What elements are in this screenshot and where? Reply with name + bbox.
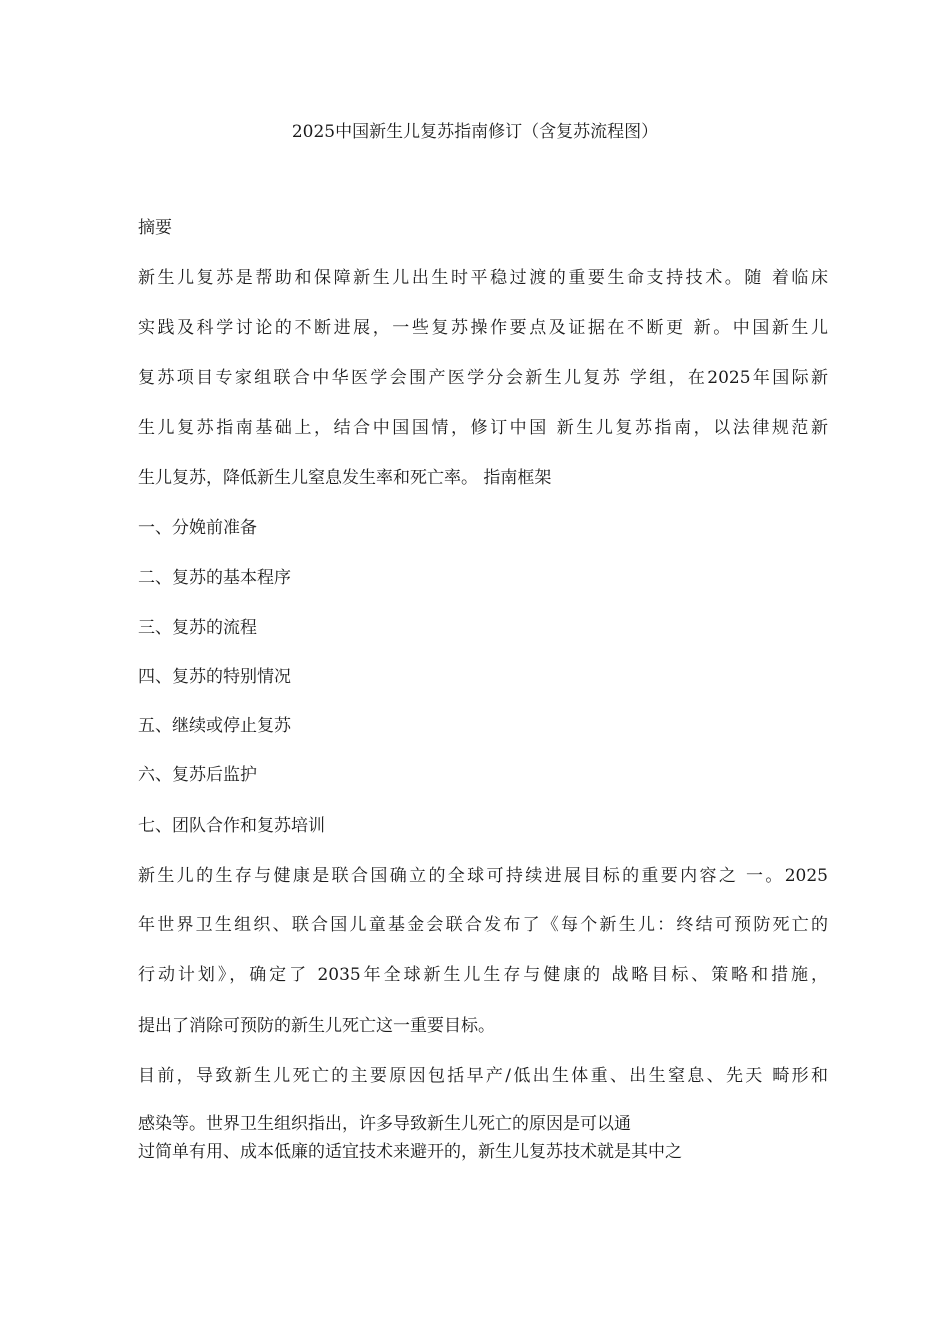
paragraph-line: 年世界卫生组织、联合国儿童基金会联合发布了《每个新生儿：终结可预防死亡的 <box>138 915 828 935</box>
paragraph-line: 过简单有用、成本低廉的适宜技术来避开的，新生儿复苏技术就是其中之 <box>138 1142 682 1162</box>
abstract-line: 新生儿复苏是帮助和保障新生儿出生时平稳过渡的重要生命支持技术。随 着临床 <box>138 268 828 288</box>
abstract-line: 生儿复苏指南基础上，结合中国国情，修订中国 新生儿复苏指南，以法律规范新 <box>138 418 828 438</box>
abstract-line: 实践及科学讨论的不断进展，一些复苏操作要点及证据在不断更 新。中国新生儿 <box>138 318 828 338</box>
paragraph-line: 感染等。世界卫生组织指出，许多导致新生儿死亡的原因是可以通 <box>138 1114 631 1134</box>
framework-item: 一、分娩前准备 <box>138 518 257 538</box>
document-title: 2025中国新生儿复苏指南修订（含复苏流程图） <box>291 122 659 142</box>
abstract-line: 复苏项目专家组联合中华医学会围产医学分会新生儿复苏 学组，在2025年国际新 <box>138 368 828 388</box>
framework-item: 七、团队合作和复苏培训 <box>138 816 325 836</box>
framework-item: 三、复苏的流程 <box>138 618 257 638</box>
framework-item: 二、复苏的基本程序 <box>138 568 291 588</box>
paragraph-line: 提出了消除可预防的新生儿死亡这一重要目标。 <box>138 1016 495 1036</box>
framework-item: 六、复苏后监护 <box>138 765 257 785</box>
paragraph-line: 目前，导致新生儿死亡的主要原因包括早产/低出生体重、出生窒息、先天 畸形和 <box>138 1066 828 1086</box>
paragraph-line: 新生儿的生存与健康是联合国确立的全球可持续进展目标的重要内容之 一。2025 <box>138 866 828 886</box>
paragraph-line: 行动计划》，确定了 2035年全球新生儿生存与健康的 战略目标、策略和措施， <box>138 965 828 985</box>
framework-item: 四、复苏的特别情况 <box>138 667 291 687</box>
framework-item: 五、继续或停止复苏 <box>138 716 291 736</box>
abstract-line: 生儿复苏，降低新生儿窒息发生率和死亡率。 指南框架 <box>138 468 552 488</box>
abstract-heading: 摘要 <box>138 218 172 238</box>
